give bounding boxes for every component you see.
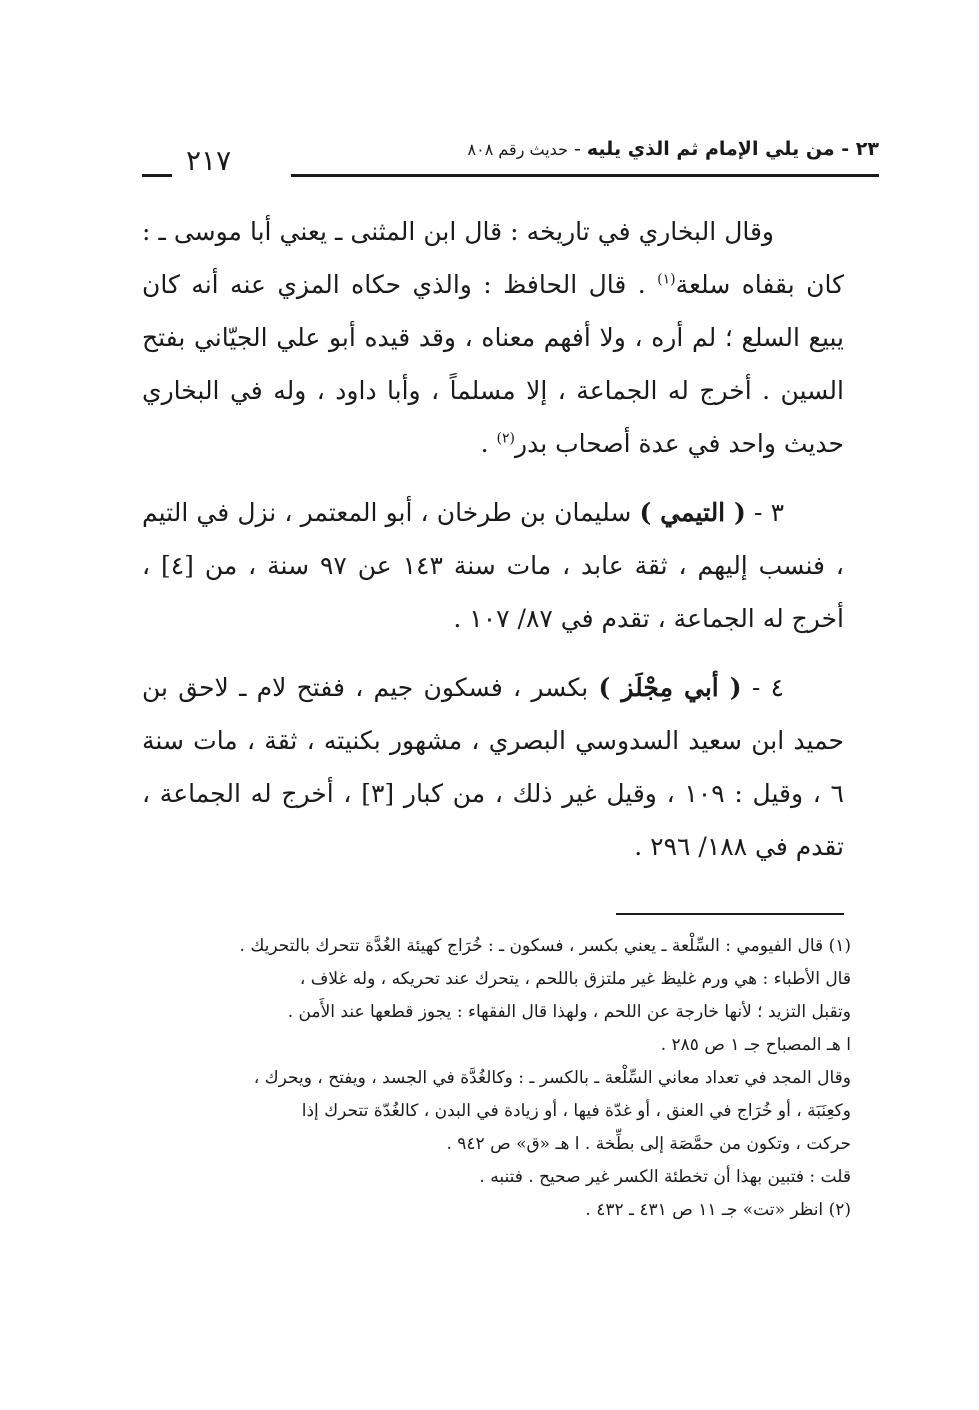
footnote-line: حركت ، وتكون من حمَّصَة إلى بطِّخة . ا هـ «ق» ص ٩٤٢ .: [446, 1134, 851, 1154]
footnote-1: [139, 930, 851, 1194]
footnote-line: [139, 1194, 851, 1227]
footnote-text: انظر «تت» جـ ١١ ص ٤٣١ ـ ٤٣٢ .: [585, 1200, 824, 1220]
text-line: . قال الحافظ : والذي حكاه المزي عنه أنه كان يبيع السلع ؛: [142, 270, 844, 352]
footnote-2: [139, 1194, 851, 1227]
footnote-line: قال الأطباء : هي ورم غليظ غير ملتزق باللحم ، يتحرك عند تحريكه ، وله غلاف ،: [299, 969, 851, 989]
footnote-line: ا هـ المصباح جـ ١ ص ٢٨٥ .: [660, 1035, 851, 1055]
footnote-line: وقال المجد في تعداد معاني السِّلْعة ـ بالكسر ـ : وكالغُدَّة في الجسد ، ويفتح ، ويحرك ،: [253, 1068, 851, 1088]
footnote-separator: [616, 913, 844, 915]
footnote-ref-1[interactable]: (١): [657, 271, 676, 288]
narrator-number: ٣ -: [745, 498, 785, 527]
footnote-line: قلت : فتبين بهذا أن تخطئة الكسر غير صحيح . فتنبه .: [479, 1167, 851, 1187]
text-line: له الجماعة ، إلا مسلماً ، وأبا داود ، وله في البخاري حديث واحد في: [142, 376, 844, 458]
body-text: [142, 205, 844, 889]
hadith-number-label: حديث رقم ٨٠٨: [467, 140, 568, 159]
footnote-number: (٢): [828, 1200, 851, 1220]
header-rule: [291, 174, 879, 177]
text-line: بقفاه سلعة: [675, 270, 795, 299]
footnote-line: وتقبل التزيد ؛ لأنها خارجة عن اللحم ، ولهذا قال الفقهاء : يجوز قطعها عند الأَمن .: [287, 1002, 851, 1022]
text-line: وقال البخاري في تاريخه : قال ابن المثنى ـ يعني أبا موسى ـ : كان: [142, 217, 844, 299]
narrator-number: ٤ -: [741, 673, 785, 702]
text-line: لم أره ، ولا أفهم معناه ، وقد قيده أبو علي الجيّاني بفتح السين . أخرج: [142, 323, 844, 405]
text-line: .: [480, 429, 497, 458]
paragraph-narrator-3: [142, 486, 844, 645]
page-number: ٢١٧: [186, 144, 232, 177]
footnote-line: [139, 930, 851, 963]
header-rule-short: [142, 174, 172, 177]
header-separator: -: [567, 138, 587, 160]
running-header: [142, 138, 879, 178]
narrator-name: ( التيمي ): [639, 498, 746, 527]
paragraph-narrator-4: [142, 661, 844, 873]
chapter-title-text: ٢٣ - من يلي الإمام ثم الذي يليه: [586, 138, 879, 160]
footnotes: [139, 930, 851, 1227]
narrator-name: ( أبي مِجْلَز ): [598, 673, 742, 702]
paragraph-bukhari-quote: [142, 205, 844, 470]
footnote-number: (١): [828, 936, 851, 956]
narrator-description: بكسر ، فسكون جيم ، ففتح لام ـ لاحق بن حميد ابن سعيد السدوسي البصري ، مشهور بكنيته ، ثقة ، مات سنة ٦ ، وقيل : ١٠٩ ، وقيل غير ذلك ، من كبار [٣] ، أخرج له الجماعة ، تقدم في ١٨٨/ ٢٩٦ .: [142, 673, 844, 861]
narrator-description: سليمان بن طرخان ، أبو المعتمر ، نزل في التيم ، فنسب إليهم ، ثقة عابد ، مات سنة ١٤٣ عن ٩٧ سنة ، من [٤] ، أخرج له الجماعة ، تقدم في ٨٧/ ١٠٧ .: [142, 498, 844, 633]
chapter-title: [468, 138, 879, 160]
text-line: عدة أصحاب بدر: [515, 429, 680, 458]
footnote-text: قال الفيومي : السِّلْعة ـ يعني بكسر ، فسكون ـ : خُرَاج كهيئة الغُدَّة تتحرك بالتحريك .: [239, 936, 824, 956]
footnote-line: وكعِنَبَة ، أو خُرَاج في العنق ، أو غدّة فيها ، أو زيادة في البدن ، كالغُدّة تتحرك إذا: [301, 1101, 851, 1121]
footnote-ref-2[interactable]: (٢): [496, 430, 516, 447]
